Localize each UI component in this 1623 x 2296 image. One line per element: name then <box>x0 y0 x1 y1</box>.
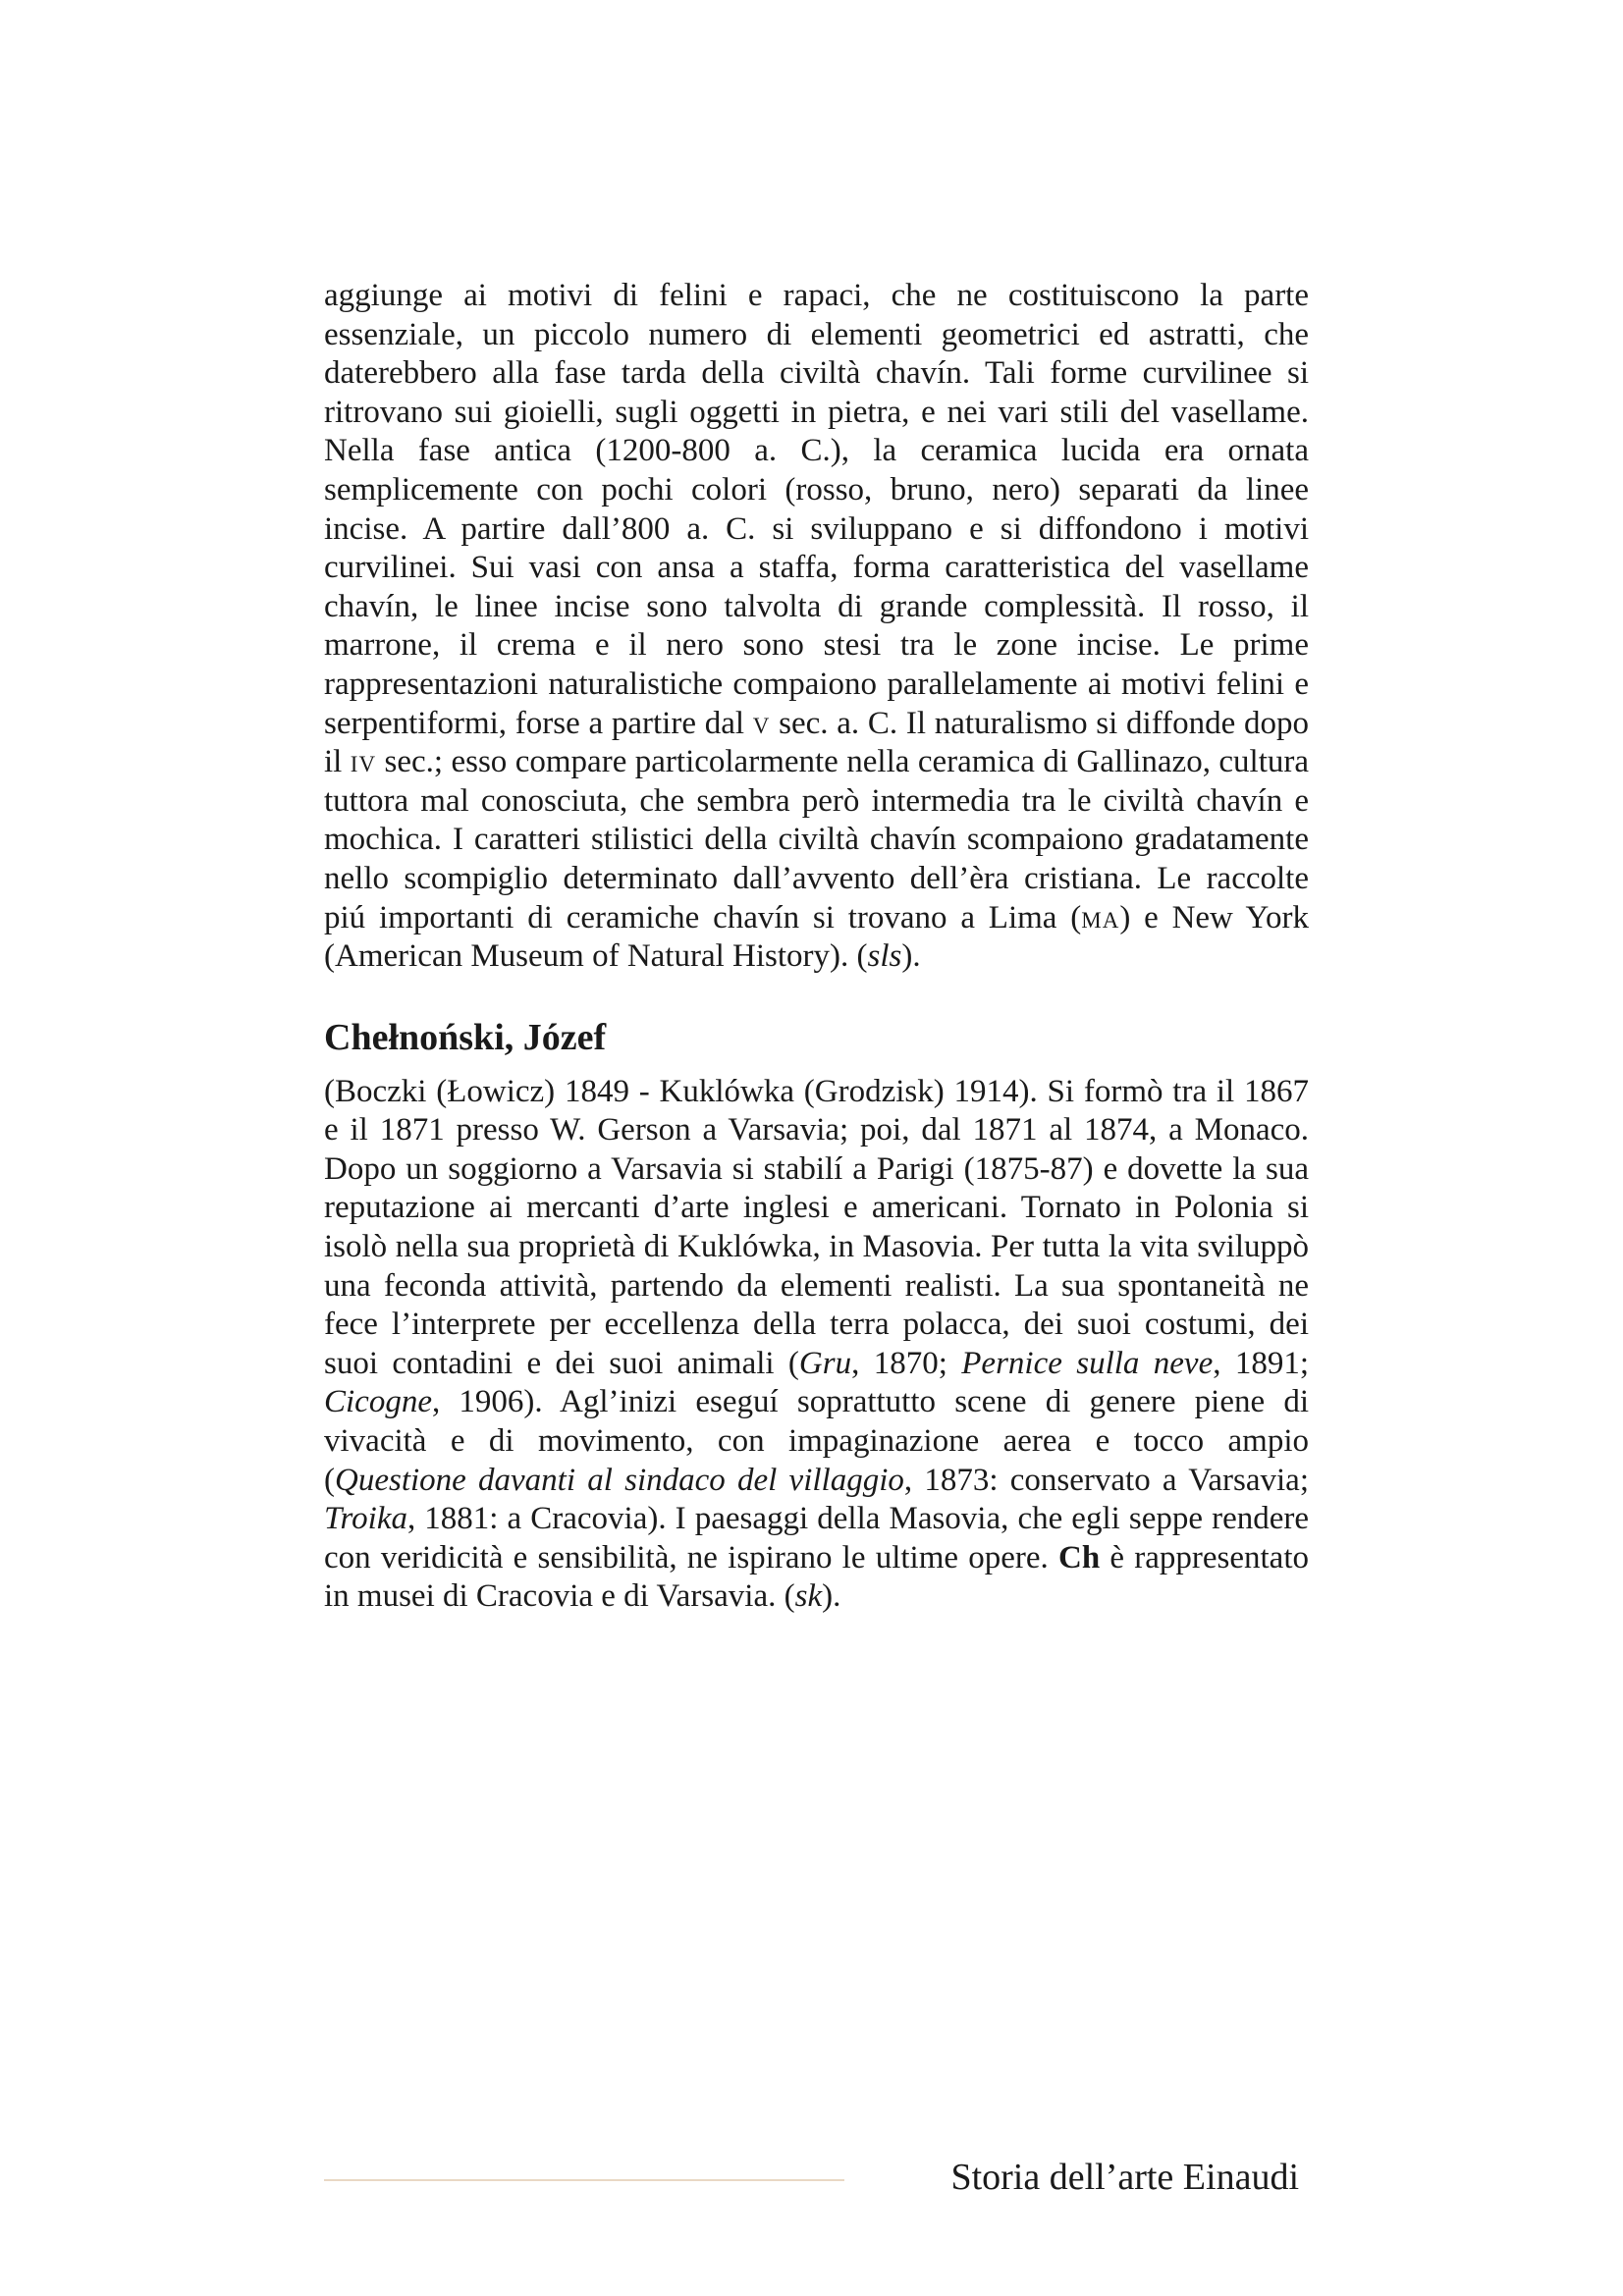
work-title: Questione davanti al sindaco del villaggio <box>335 1462 904 1498</box>
century-numeral: v <box>752 705 771 741</box>
paragraph-text: ). <box>822 1578 841 1615</box>
work-title: Pernice sulla neve <box>961 1345 1214 1381</box>
paragraph-text: sec. a. C. Il naturalismo si diffonde dopo il <box>324 705 1309 780</box>
footer-title: Storia dell’arte Einaudi <box>950 2157 1299 2198</box>
text-column <box>324 277 1309 1617</box>
paragraph-text: , 1873: conservato a Varsavia; <box>903 1462 1309 1498</box>
paragraph-text: , 1906). Agl’inizi eseguí soprattutto scene di genere piene di vivacità e di movimento, con impaginazione aerea e tocco ampio ( <box>324 1384 1309 1498</box>
entry-continuation-paragraph <box>324 277 1309 977</box>
century-numeral: iv <box>350 744 377 780</box>
paragraph-text: (Boczki (Łowicz) 1849 - Kuklówka (Grodzisk) 1914). Si formò tra il 1867 e il 1871 presso W. Gerson a Varsavia; poi, dal 1871 al 1874, a Monaco. Dopo un soggiorno a Varsavia si stabilí a Parigi (1875-87) e dovette la sua reputazione ai mercanti d’arte inglesi e americani. Tornato in Polonia si isolò nella sua proprietà di Kuklówka, in Masovia. Per tutta la vita sviluppò una feconda attività, partendo da elementi realisti. La sua spontaneità ne fece l’interprete per eccellenza della terra polacca, dei suoi costumi, dei suoi contadini e dei suoi animali ( <box>324 1073 1309 1381</box>
work-title: Cicogne <box>324 1384 432 1420</box>
author-initials: sk <box>794 1578 823 1615</box>
entry-title: Chełnoński, Józef <box>324 1016 607 1058</box>
work-title: Gru <box>798 1345 852 1381</box>
footer-rule <box>324 2179 844 2181</box>
author-initials: sls <box>867 938 902 975</box>
entry-body-paragraph <box>324 1073 1309 1617</box>
paragraph-text: , 1881: a Cracovia). I paesaggi della Masovia, che egli seppe rendere con veridicità e sensibilità, ne ispirano le ultime opere. <box>324 1501 1309 1575</box>
paragraph-text: aggiunge ai motivi di felini e rapaci, che ne costituiscono la parte essenziale, un piccolo numero di elementi geometrici ed astratti, che daterebbero alla fase tarda della civiltà chavín. Tali forme curvilinee si ritrovano sui gioielli, sugli oggetti in pietra, e nei vari stili del vasellame. Nella fase antica (1200-800 a. C.), la ceramica lucida era ornata semplicemente con pochi colori (rosso, bruno, nero) separati da linee incise. A partire dall’800 a. C. si sviluppano e si diffondono i motivi curvilinei. Sui vasi con ansa a staffa, forma caratteristica del vasellame chavín, le linee incise sono talvolta di grande complessità. Il rosso, il marrone, il crema e il nero sono stesi tra le zone incise. Le prime rappresentazioni naturalistiche compaiono parallelamente ai motivi felini e serpentiformi, forse a partire dal <box>324 278 1309 741</box>
subject-abbreviation: Ch <box>1057 1539 1101 1575</box>
museum-abbreviation: ma <box>1081 899 1120 935</box>
work-title: Troika <box>324 1501 407 1537</box>
paragraph-text: ) e New York (American Museum of Natural History). ( <box>324 899 1309 975</box>
paragraph-text: , 1870; <box>851 1345 962 1381</box>
paragraph-text: sec.; esso compare particolarmente nella ceramica di Gallinazo, cultura tuttora mal conosciuta, che sembra però intermedia tra le civiltà chavín e mochica. I caratteri stilistici della civiltà chavín scompaiono gradatamente nello scompiglio determinato dall’avvento dell’èra cristiana. Le raccolte piú importanti di ceramiche chavín si trovano a Lima ( <box>324 744 1309 935</box>
paragraph-text: ). <box>901 938 921 975</box>
paragraph-text: , 1891; <box>1213 1345 1310 1381</box>
paragraph-text: è rappresentato in musei di Cracovia e di Varsavia. ( <box>324 1539 1309 1615</box>
